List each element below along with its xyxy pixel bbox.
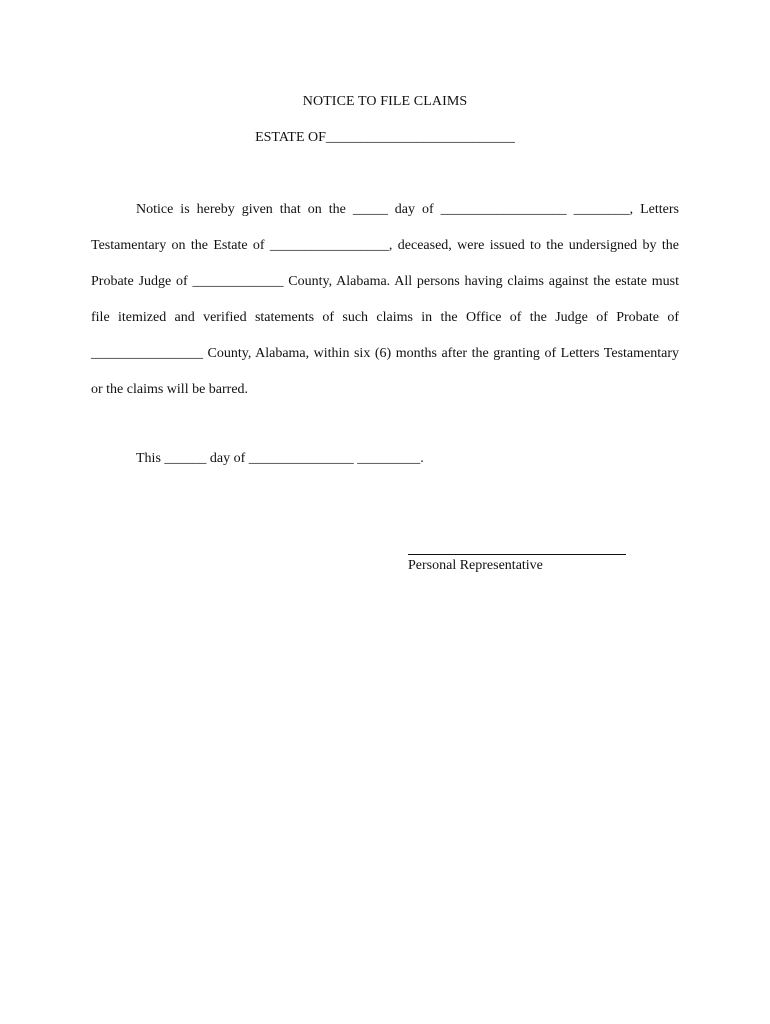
signature-line [408,554,626,555]
document-title: NOTICE TO FILE CLAIMS [302,94,468,109]
notice-body [91,192,679,408]
estate-of-line: ESTATE OF___________________________ [255,130,515,145]
dated-line: This ______ day of _______________ _________. [136,451,424,466]
notice-paragraph: Notice is hereby given that on the _____ day of __________________ ________, Letters Testamentary on the Estate of _________________, deceased, were issued to the undersigned by the Probate Judge of _____________ County, Alabama. All persons having claims against the estate must file itemized and verified statements of such claims in the Office of the Judge of Probate of ________________ County, Alabama, within six (6) months after the granting of Letters Testamentary or the claims will be barred. [91,202,679,397]
signature-label: Personal Representative [408,558,543,573]
